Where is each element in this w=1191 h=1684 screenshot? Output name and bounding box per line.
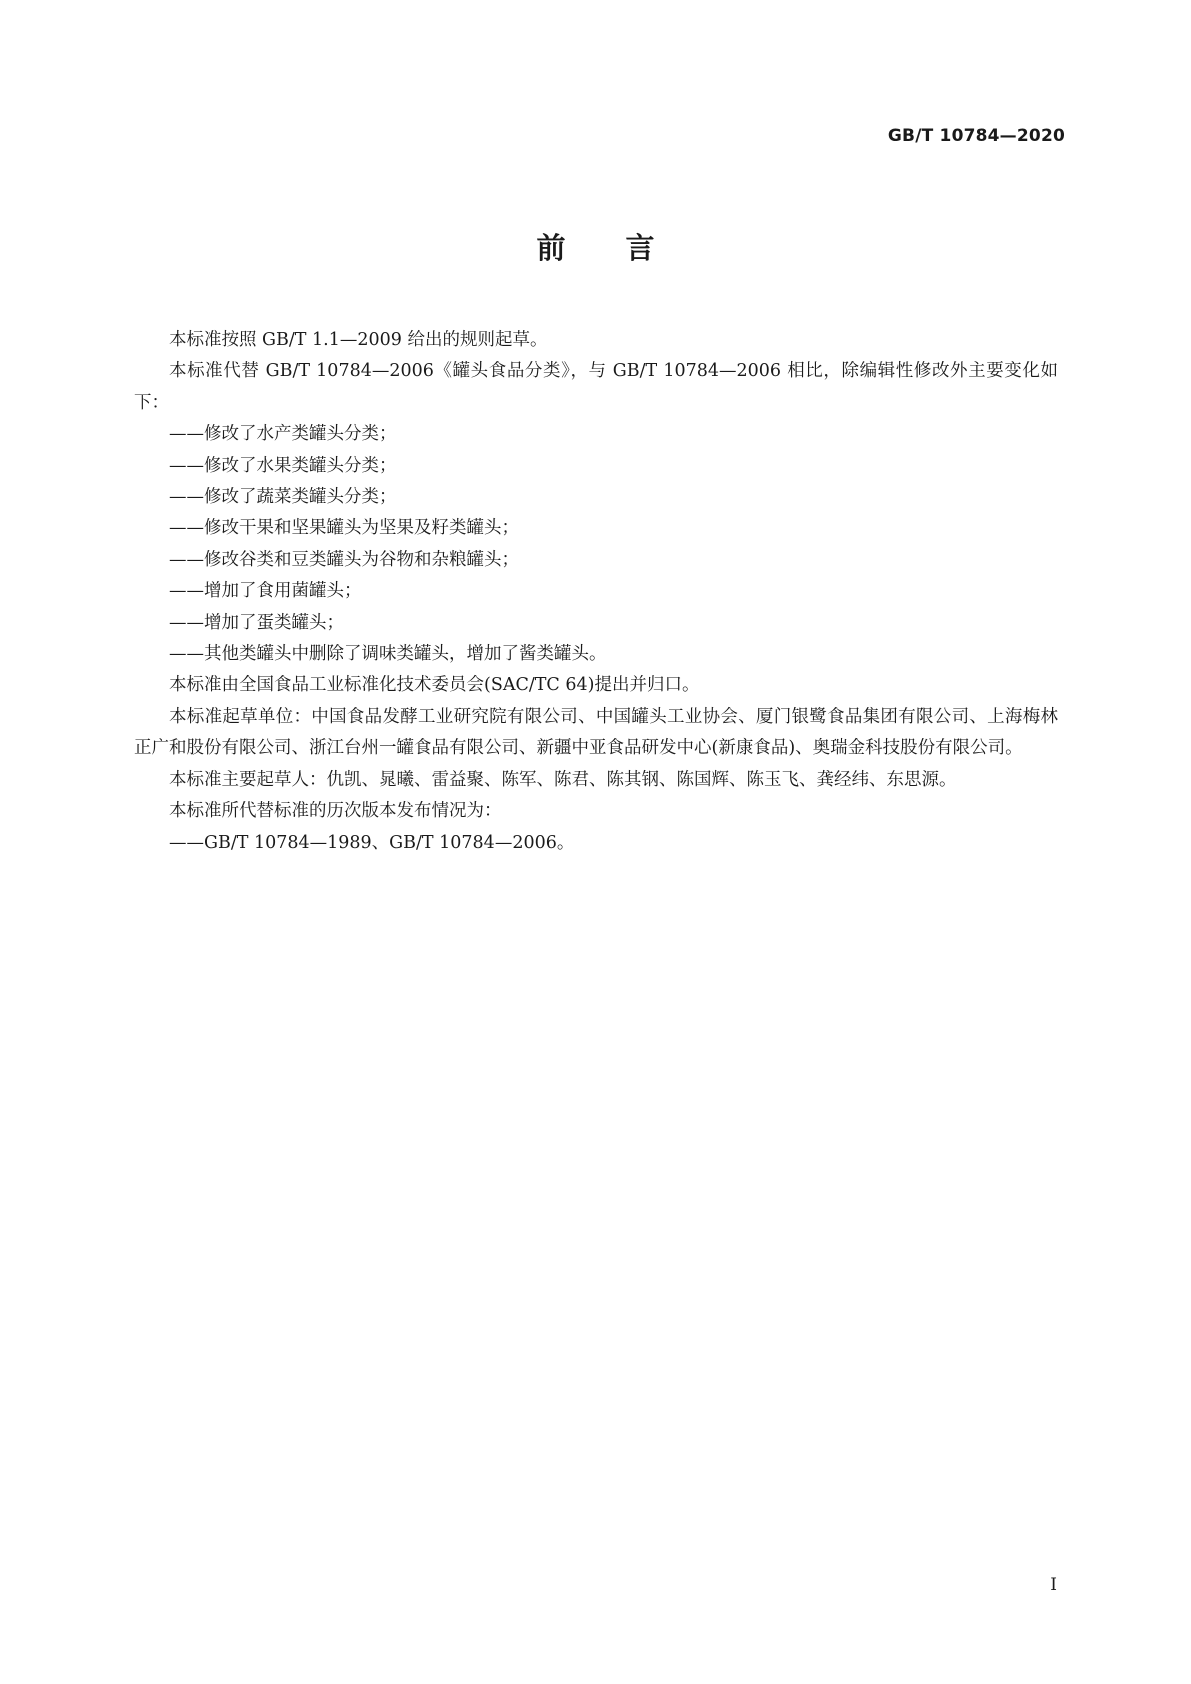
paragraph-committee: 本标准由全国食品工业标准化技术委员会(SAC/TC 64)提出并归口。 [169,675,700,696]
paragraph-drafting-rules: 本标准按照 GB/T 1.1—2009 给出的规则起草。 [169,330,548,350]
paragraph-replacement: 本标准代替 GB/T 10784—2006《罐头食品分类》，与 GB/T 10784—2006 相比，除编辑性修改外主要变化如下： [134,361,1058,413]
change-item: ——其他类罐头中删除了调味类罐头，增加了酱类罐头。 [169,644,607,665]
page-title: 前言 [536,231,715,265]
paragraph-history-intro: 本标准所代替标准的历次版本发布情况为： [169,801,502,822]
page-number: I [1050,1575,1057,1595]
change-item: ——修改了水果类罐头分类； [169,455,397,476]
change-item: ——修改了蔬菜类罐头分类； [169,487,397,508]
standard-code: GB/T 10784—2020 [887,126,1065,146]
document-body [134,325,1058,859]
change-item: ——修改了水产类罐头分类； [169,424,397,445]
change-item: ——增加了食用菌罐头； [169,581,362,602]
paragraph-drafting-units: 本标准起草单位：中国食品发酵工业研究院有限公司、中国罐头工业协会、厦门银鹭食品集团有限公司、上海梅林正广和股份有限公司、浙江台州一罐食品有限公司、新疆中亚食品研发中心(新康食品)、奥瑞金科技股份有限公司。 [134,706,1058,759]
change-item: ——增加了蛋类罐头； [169,612,344,633]
change-item: ——修改干果和坚果罐头为坚果及籽类罐头； [169,518,519,539]
change-item: ——修改谷类和豆类罐头为谷物和杂粮罐头； [169,549,519,570]
paragraph-drafters: 本标准主要起草人：仇凯、晁曦、雷益聚、陈军、陈君、陈其钢、陈国辉、陈玉飞、龚经纬、东思源。 [169,769,957,790]
history-item: ——GB/T 10784—1989、GB/T 10784—2006。 [169,832,575,853]
